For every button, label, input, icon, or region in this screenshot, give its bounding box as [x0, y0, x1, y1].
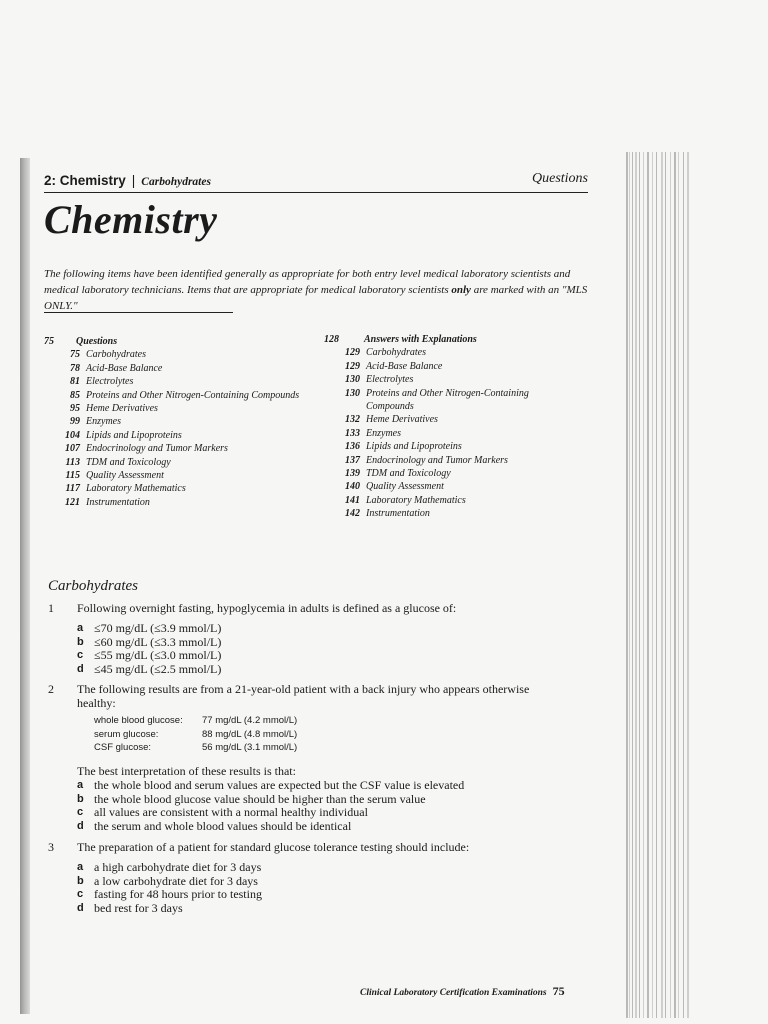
toc-item: [324, 360, 574, 373]
toc-item-page: 85: [70, 389, 80, 401]
header-subsection: Carbohydrates: [141, 176, 211, 188]
question-2-options: [77, 779, 464, 833]
lab-name: whole blood glucose:: [94, 715, 183, 726]
option-letter: c: [77, 649, 84, 662]
question-3-options: [77, 861, 262, 915]
footer-title: Clinical Laboratory Certification Examinations: [360, 988, 547, 998]
toc-item-label: Quality Assessment: [366, 481, 444, 493]
toc-item-label: Instrumentation: [366, 508, 430, 520]
option-text: ≤70 mg/dL (≤3.9 mmol/L): [94, 621, 222, 635]
toc-item-label: Laboratory Mathematics: [86, 483, 186, 495]
answer-option: [77, 875, 262, 889]
page-stack-edges: [626, 152, 692, 1018]
toc-item-page: 130: [345, 387, 360, 399]
page-number: 75: [552, 984, 565, 998]
answer-option: [77, 663, 221, 677]
toc-item-page: 136: [345, 441, 360, 453]
lab-result-row: [94, 714, 297, 728]
option-letter: d: [77, 662, 84, 675]
toc-item: [324, 467, 574, 480]
toc-item-label: Acid-Base Balance: [366, 360, 443, 372]
answer-option: [77, 888, 262, 902]
page-stack-line: [652, 152, 653, 1018]
question-1-options: [77, 622, 221, 676]
toc-item-label: Lipids and Lipoproteins: [366, 441, 462, 453]
page-stack-line: [632, 152, 633, 1018]
toc-item-label: Carbohydrates: [366, 347, 426, 359]
header-chapter-label: 2: Chemistry: [44, 173, 126, 188]
intro-paragraph: [44, 266, 604, 314]
lab-result-row: [94, 741, 297, 755]
option-text: all values are consistent with a normal healthy individual: [94, 805, 368, 820]
intro-text: The following items have been identified generally as appropriate for both entry level medical laboratory scientists and medical laboratory technicians. Items that are appropriate for medical laboratory scientists: [44, 268, 571, 296]
option-text: fasting for 48 hours prior to testing: [94, 887, 262, 902]
page-stack-line: [639, 152, 640, 1018]
page-stack-line: [661, 152, 663, 1018]
toc-item: [44, 456, 314, 469]
header-chapter: [44, 173, 211, 188]
toc-item-page: 75: [70, 349, 80, 361]
toc-item-label: Heme Derivatives: [86, 403, 158, 415]
toc-item: [44, 362, 314, 375]
toc-item-label: Carbohydrates: [86, 349, 146, 361]
toc-item-page: 99: [70, 416, 80, 428]
toc-item: [324, 413, 574, 426]
lab-value: 88 mg/dL (4.8 mmol/L): [202, 728, 298, 740]
toc-item-label: Laboratory Mathematics: [366, 494, 466, 506]
toc-item: [44, 482, 314, 495]
answer-option: [77, 806, 464, 820]
toc-questions: [44, 335, 314, 509]
option-text: ≤45 mg/dL (≤2.5 mmol/L): [94, 661, 222, 676]
toc-item: [324, 346, 574, 359]
toc-item-page: 130: [345, 374, 360, 386]
toc-item-page: 115: [65, 470, 80, 482]
question-text: Following overnight fasting, hypoglycemia in adults is defined as a glucose of:: [77, 601, 457, 615]
toc-item: [324, 454, 574, 467]
question-text: The preparation of a patient for standard glucose tolerance testing should include:: [77, 840, 470, 854]
answer-option: [77, 622, 221, 636]
toc-item-label: Endocrinology and Tumor Markers: [86, 443, 228, 455]
section-title: Carbohydrates: [48, 578, 138, 594]
option-text: a high carbohydrate diet for 3 days: [94, 860, 262, 874]
header-right-label: Questions: [532, 171, 588, 186]
lab-name: serum glucose:: [94, 728, 159, 740]
toc-item-page: 117: [65, 483, 80, 495]
option-letter: c: [77, 806, 84, 819]
page-stack-line: [626, 152, 628, 1018]
lab-result-row: [94, 728, 297, 742]
toc-item: [324, 494, 574, 507]
toc-item: [44, 496, 314, 509]
intro-bold: only: [451, 284, 471, 296]
header-separator: |: [131, 173, 136, 188]
toc-item-page: 140: [345, 481, 360, 493]
page-stack-line: [678, 152, 679, 1018]
lab-results: [94, 714, 297, 755]
option-text: ≤55 mg/dL (≤3.0 mmol/L): [94, 648, 222, 663]
option-letter: d: [77, 901, 84, 914]
page-stack-line: [683, 152, 684, 1018]
lab-value: 77 mg/dL (4.2 mmol/L): [202, 715, 298, 726]
toc-item: [44, 442, 314, 455]
page-stack-line: [656, 152, 657, 1018]
lab-value: 56 mg/dL (3.1 mmol/L): [202, 742, 298, 753]
answer-option: [77, 636, 221, 650]
answer-option: [77, 902, 262, 916]
option-text: bed rest for 3 days: [94, 900, 183, 915]
page-stack-line: [635, 152, 637, 1018]
toc-item-page: 81: [70, 376, 80, 388]
intro-underline: [44, 312, 233, 313]
option-letter: b: [77, 874, 84, 887]
answer-option: [77, 649, 221, 663]
toc-item: [44, 402, 314, 415]
toc-item: [324, 480, 574, 493]
toc-item-label: Instrumentation: [86, 496, 150, 508]
toc-item: [44, 375, 314, 388]
toc-item: [44, 348, 314, 361]
option-text: the serum and whole blood values should be identical: [94, 818, 352, 833]
toc-item-label: Heme Derivatives: [366, 414, 438, 426]
option-letter: a: [77, 622, 84, 634]
page-stack-line: [643, 152, 644, 1018]
option-letter: a: [77, 861, 84, 873]
toc-item-page: 129: [345, 360, 360, 372]
page-stack-line: [629, 152, 630, 1018]
toc-item-label: Acid-Base Balance: [86, 362, 163, 374]
toc-head-num: 75: [44, 336, 54, 347]
toc-item-page: 133: [345, 427, 360, 439]
toc-item-label: Quality Assessment: [86, 470, 164, 482]
option-text: the whole blood and serum values are expected but the CSF value is elevated: [94, 778, 465, 792]
option-letter: c: [77, 888, 84, 901]
toc-item-page: 139: [345, 468, 360, 480]
toc-item-label: Endocrinology and Tumor Markers: [366, 454, 508, 466]
toc-answers: [324, 333, 574, 521]
answer-option: [77, 779, 464, 793]
toc-item-page: 137: [345, 454, 360, 466]
lab-name: CSF glucose:: [94, 742, 152, 753]
toc-item-label: Proteins and Other Nitrogen-Containing Compounds: [366, 387, 529, 413]
answer-option: [77, 861, 262, 875]
toc-item-page: 78: [70, 362, 80, 374]
intro-end: are marked with an "MLS ONLY.": [44, 284, 588, 312]
option-letter: b: [77, 635, 84, 648]
toc-item-label: Lipids and Lipoproteins: [86, 429, 182, 441]
toc-item: [324, 440, 574, 453]
page-binding-edge: [20, 158, 30, 1014]
toc-item-label: TDM and Toxicology: [86, 456, 171, 468]
toc-item: [44, 389, 314, 402]
toc-item-label: Electrolytes: [366, 374, 414, 386]
toc-item: [324, 373, 574, 386]
toc-item-page: 141: [345, 494, 360, 506]
page-stack-line: [687, 152, 689, 1018]
answer-option: [77, 793, 464, 807]
option-letter: b: [77, 792, 84, 805]
page-footer: [360, 984, 565, 999]
toc-item: [324, 427, 574, 440]
page-stack-line: [665, 152, 666, 1018]
toc-questions-heading: [44, 335, 314, 348]
question-prompt: The best interpretation of these results is that:: [77, 764, 296, 778]
toc-item-page: 95: [70, 403, 80, 415]
page-stack-line: [670, 152, 671, 1018]
question-number: 2: [48, 682, 54, 696]
page-stack-line: [674, 152, 676, 1018]
toc-item: [44, 429, 314, 442]
toc-item-page: 104: [65, 429, 80, 441]
toc-item: [44, 415, 314, 428]
toc-head-label: Questions: [76, 336, 118, 347]
page-title: Chemistry: [44, 197, 218, 242]
toc-answers-heading: [324, 333, 574, 346]
toc-item-page: 129: [345, 347, 360, 359]
option-letter: a: [77, 779, 84, 791]
toc-item-label: Enzymes: [366, 427, 401, 439]
toc-item-label: Proteins and Other Nitrogen-Containing Compounds: [86, 389, 300, 401]
toc-item-page: 142: [345, 508, 360, 520]
toc-item-page: 121: [65, 496, 80, 508]
toc-head-label: Answers with Explanations: [364, 334, 477, 345]
option-text: the whole blood glucose value should be higher than the serum value: [94, 791, 426, 806]
running-header: [44, 170, 588, 193]
toc-item-label: TDM and Toxicology: [366, 468, 451, 480]
toc-item-label: Enzymes: [86, 416, 121, 428]
option-text: a low carbohydrate diet for 3 days: [94, 873, 258, 888]
toc-item-label: Electrolytes: [86, 376, 134, 388]
toc-item: [324, 507, 574, 520]
option-text: ≤60 mg/dL (≤3.3 mmol/L): [94, 634, 222, 649]
toc-item: [324, 387, 574, 414]
question-text: The following results are from a 21-year-old patient with a back injury who appears otherwise healthy:: [77, 682, 530, 710]
question-number: 1: [48, 601, 54, 615]
option-letter: d: [77, 819, 84, 832]
page-stack-line: [647, 152, 649, 1018]
toc-item-page: 132: [345, 414, 360, 426]
answer-option: [77, 820, 464, 834]
toc-head-num: 128: [324, 334, 339, 345]
toc-item-page: 107: [65, 443, 80, 455]
toc-item: [44, 469, 314, 482]
toc-item-page: 113: [65, 456, 80, 468]
question-number: 3: [48, 840, 54, 854]
